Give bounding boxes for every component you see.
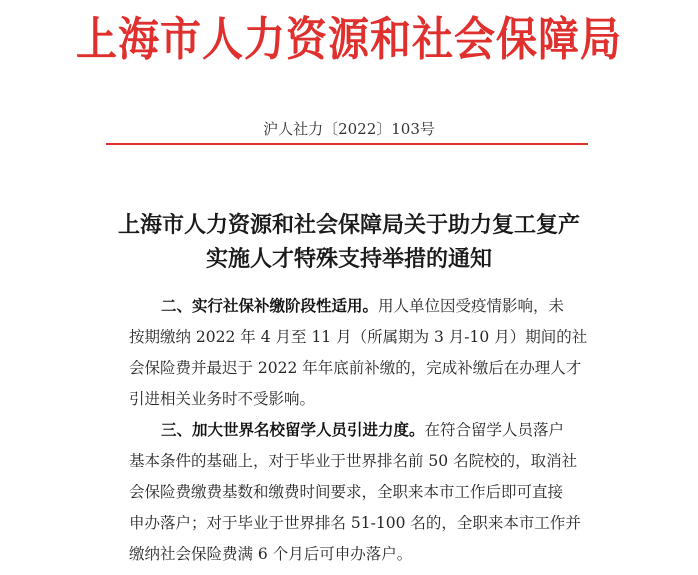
section-3-heading: 三、加大世界名校留学人员引进力度。 <box>161 420 425 439</box>
notice-title <box>0 208 698 276</box>
notice-title-line-2: 实施人才特殊支持举措的通知 <box>205 246 492 272</box>
section-3-line-4: 申办落户；对于毕业于世界排名 51-100 名的，全职来本市工作并 <box>129 514 581 532</box>
section-2-heading: 二、实行社保补缴阶段性适用。 <box>161 296 379 315</box>
section-3-line-2: 基本条件的基础上，对于毕业于世界排名前 50 名院校的，取消社 <box>129 452 578 470</box>
document-number: 沪人社力〔2022〕103号 <box>263 120 435 138</box>
section-3-line-3: 会保险费缴费基数和缴费时间要求，全职来本市工作后即可直接 <box>129 483 564 501</box>
section-2-line-2: 按期缴纳 2022 年 4 月至 11 月（所属期为 3 月-10 月）期间的社 <box>129 328 588 346</box>
notice-title-line-1: 上海市人力资源和社会保障局关于助力复工复产 <box>117 212 580 238</box>
section-2-line-1: 用人单位因受疫情影响，未 <box>378 297 565 315</box>
agency-header: 上海市人力资源和社会保障局 <box>76 12 622 67</box>
section-2-line-4: 引进相关业务时不受影响。 <box>129 390 316 408</box>
section-2-line-3: 会保险费并最迟于 2022 年年底前补缴的，完成补缴后在办理人才 <box>129 359 582 377</box>
section-3-line-5: 缴纳社会保险费满 6 个月后可申办落户。 <box>129 545 413 563</box>
red-divider <box>106 143 588 145</box>
section-2-first-line <box>161 294 564 316</box>
section-3-line-1: 在符合留学人员落户 <box>424 421 565 439</box>
section-3-first-line <box>161 418 564 440</box>
